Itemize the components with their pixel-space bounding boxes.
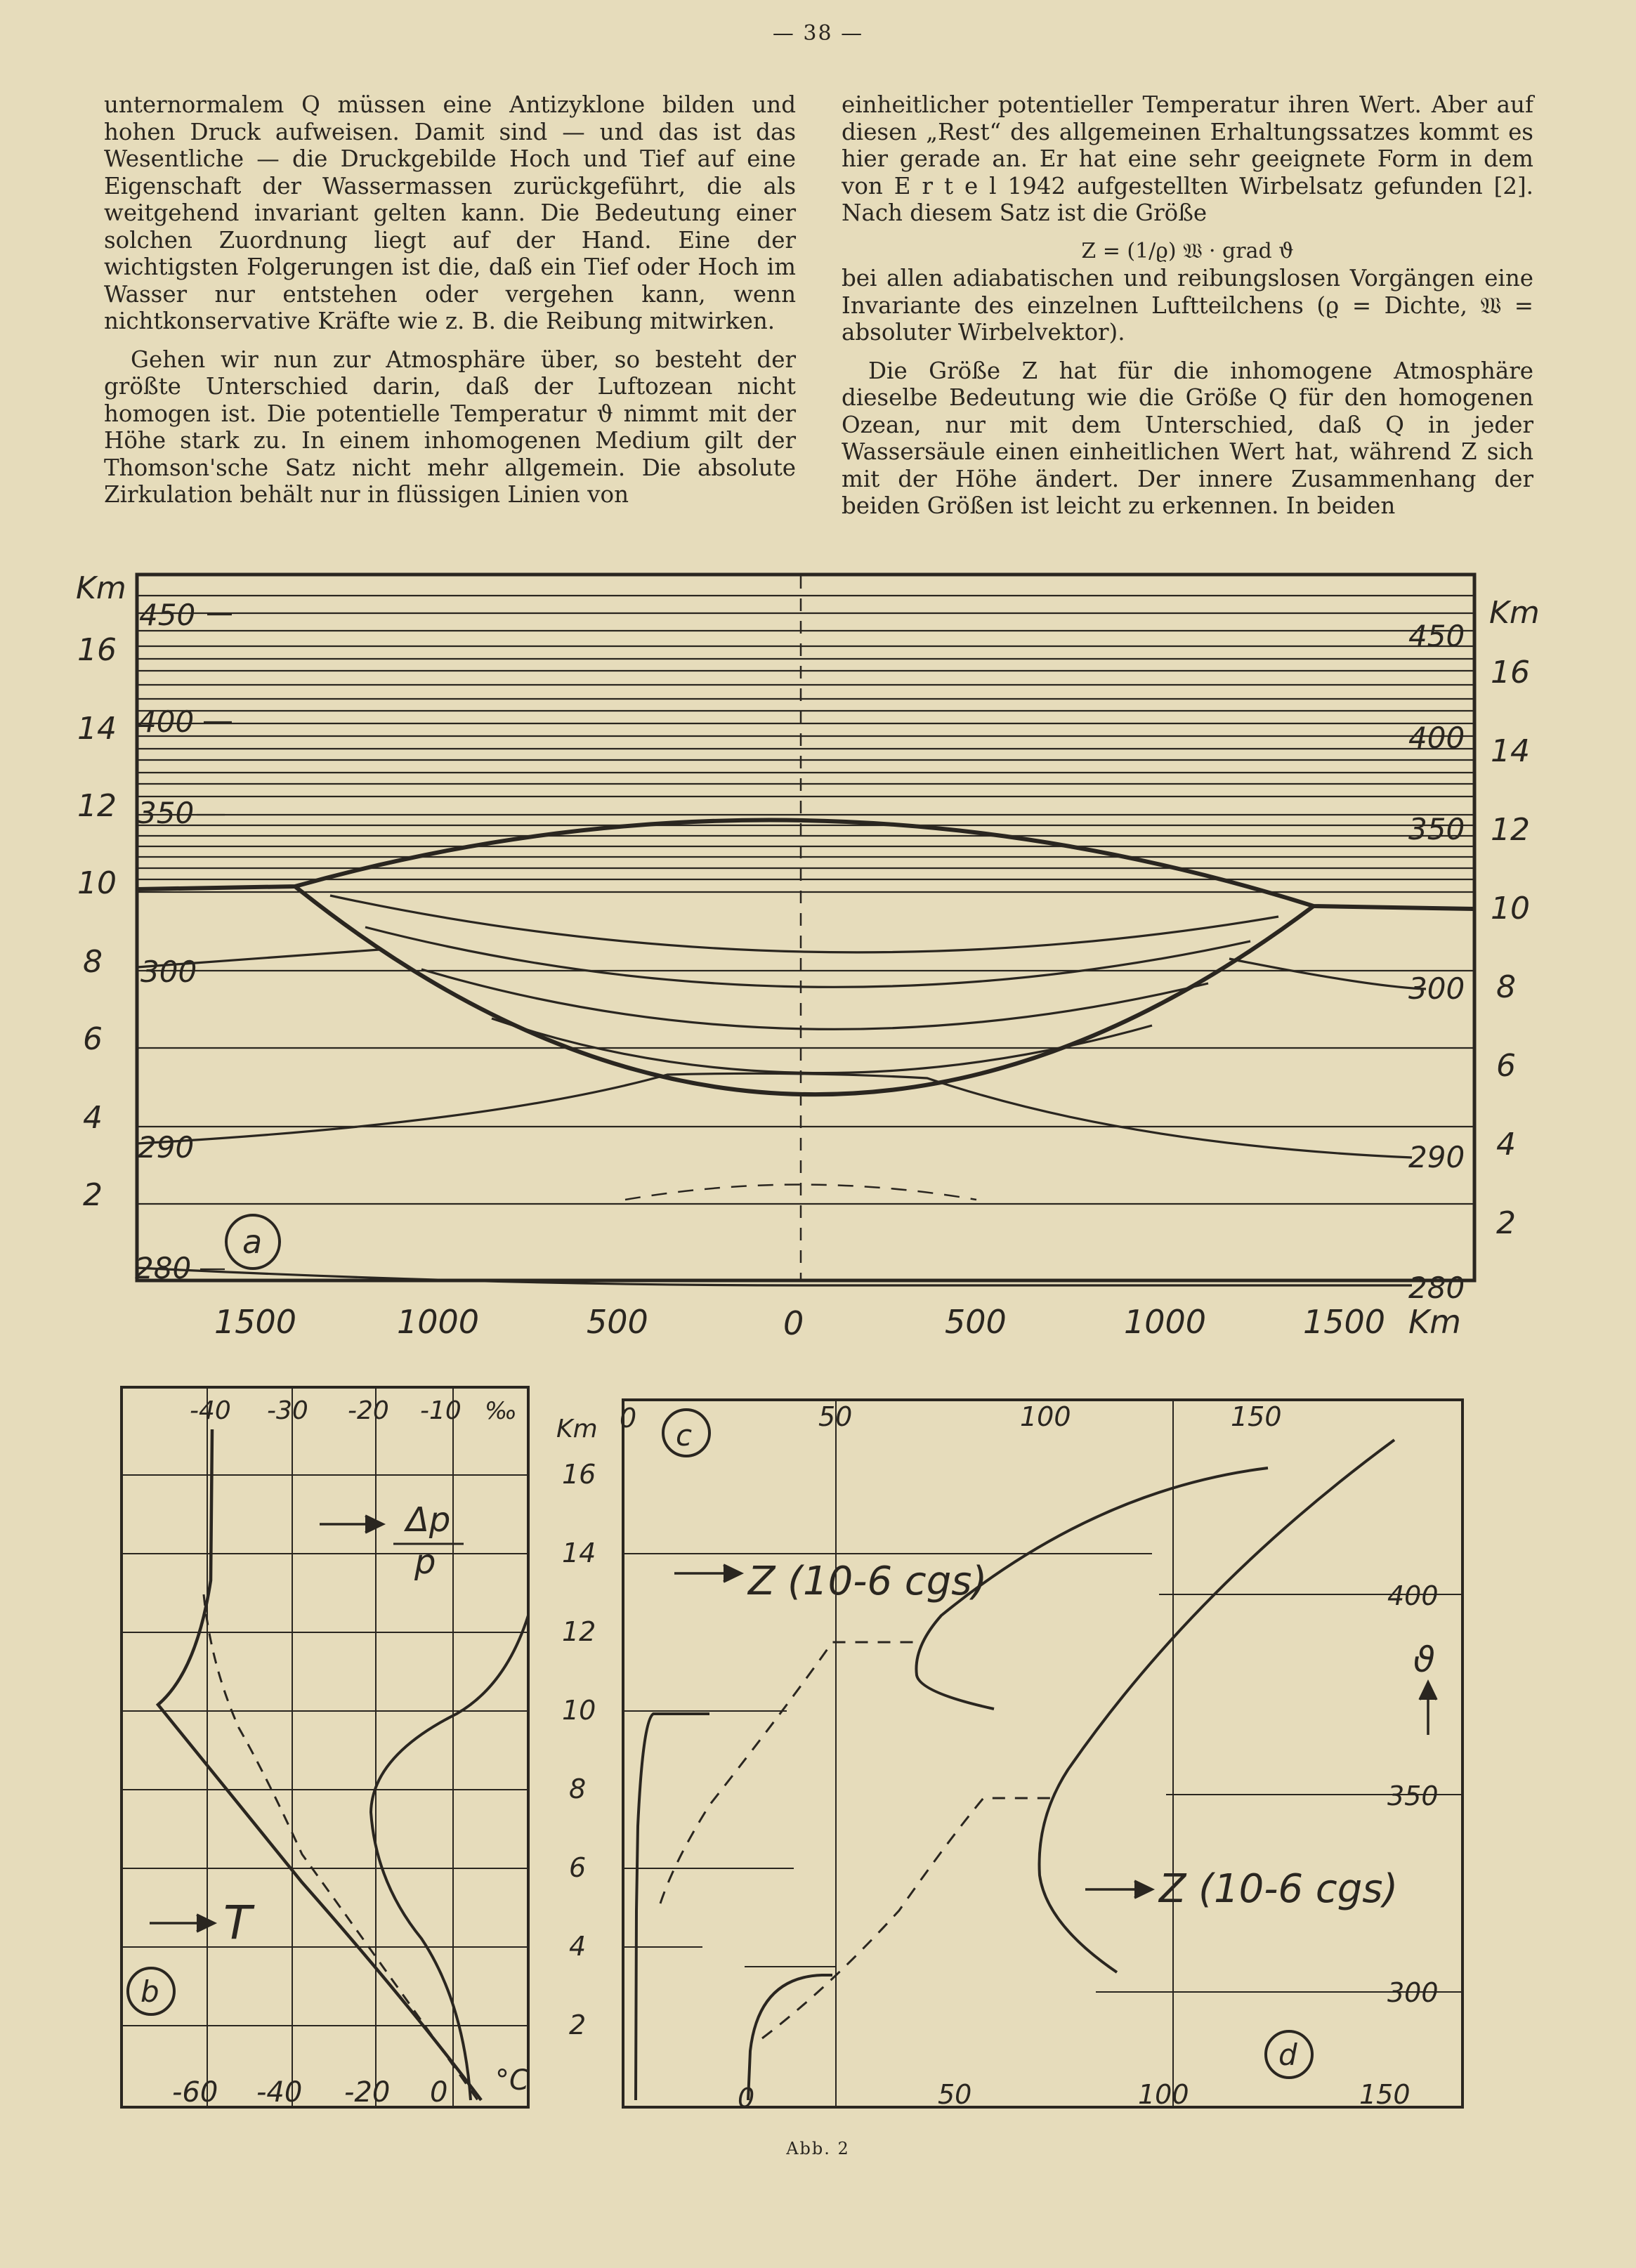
panel-b-bottom-tick-20: -20 xyxy=(344,2076,391,2109)
panel-c-lower-curve xyxy=(748,1975,832,2100)
panel-a-xtick-1000-left: 1000 xyxy=(397,1303,480,1341)
figure-caption: Abb. 2 xyxy=(786,2139,850,2158)
panel-b-permille-unit: ‰ xyxy=(485,1397,517,1425)
panel-d-letter: d xyxy=(1278,2038,1297,2072)
panel-a-ytick-12: 12 xyxy=(77,788,117,824)
panel-d-theta-350: 350 xyxy=(1387,1781,1439,1811)
isentrope-label-300-left: 300 xyxy=(140,955,197,989)
panel-b-ytick-6: 6 xyxy=(569,1852,587,1883)
panel-cd-arrows xyxy=(674,1565,1437,1898)
panel-a-ytick-2: 2 xyxy=(83,1177,103,1213)
panel-d-bottom-tick-50: 50 xyxy=(938,2079,972,2110)
panel-d-bottom-tick-150: 150 xyxy=(1359,2079,1411,2110)
panel-b-ytick-2: 2 xyxy=(569,2010,587,2040)
panel-c-letter: c xyxy=(676,1418,693,1453)
panel-a-ytick-4: 4 xyxy=(83,1100,103,1136)
panel-b-top-tick-40: -40 xyxy=(190,1396,231,1425)
panel-a-xtick-0: 0 xyxy=(783,1304,804,1342)
panel-b-top-tick-10: -10 xyxy=(420,1396,462,1425)
isentrope-label-350-left: 350 xyxy=(138,796,195,830)
panel-b-arrows xyxy=(150,1516,383,1932)
panel-b-ytick-16: 16 xyxy=(562,1459,596,1490)
panel-c-top-tick-0: 0 xyxy=(620,1403,637,1434)
panel-a-letter: a xyxy=(242,1223,263,1261)
panel-b-temperature-dashed xyxy=(204,1594,478,2100)
left-paragraph-1: unternormalem Q müssen eine Antizyklone bilden und hohen Druck aufweisen. Damit sind — und das ist das Wesentliche — die Druckgebilde Hoch und Tief auf eine Eigenschaft der Wassermassen zurückgeführt, die als weitgehend invariant gelten kann. Die Bedeutung einer solchen Zuordnung liegt auf der Hand. Eine der wichtigsten Folgerungen ist die, daß ein Tief oder Hoch im Wasser nur entstehen oder vergehen kann, wenn nichtkonservative Kräfte wie z. B. die Reibung mitwirken. xyxy=(104,91,796,334)
panel-b-celsius-unit: °C xyxy=(495,2064,529,2097)
panel-a-xtick-500-left: 500 xyxy=(587,1303,648,1341)
panel-d-theta-symbol: ϑ xyxy=(1413,1639,1435,1680)
panel-a-ytick-r8: 8 xyxy=(1496,969,1516,1005)
panel-a-ytick-r16: 16 xyxy=(1491,655,1530,690)
panel-b-t-label: T xyxy=(223,1896,252,1950)
panel-a-ytick-r6: 6 xyxy=(1496,1048,1516,1084)
isentrope-label-450-left: 450 xyxy=(139,598,196,632)
panel-cd-grid xyxy=(623,1400,1462,2107)
panel-b-ytick-14: 14 xyxy=(562,1538,596,1568)
panel-b-letter: b xyxy=(140,1974,159,2009)
panel-a-ytick-14: 14 xyxy=(77,711,117,747)
panel-a-ytick-r14: 14 xyxy=(1491,733,1530,769)
panel-b-top-tick-30: -30 xyxy=(267,1396,308,1425)
panel-b-km-label: Km xyxy=(556,1415,598,1443)
panel-a-tropopause xyxy=(137,820,1474,909)
isentrope-label-280-right: 280 xyxy=(1408,1271,1465,1305)
ertel-equation: Z = (1/ϱ) 𝔚 · grad ϑ xyxy=(1081,238,1294,263)
panel-d-theta-400: 400 xyxy=(1387,1580,1439,1611)
panel-cd-frame xyxy=(623,1400,1462,2107)
panel-a-label-leaders xyxy=(197,615,232,1269)
panel-a-frame xyxy=(137,575,1474,1280)
panel-a-ytick-16: 16 xyxy=(77,632,117,668)
right-paragraph-1: einheitlicher potentieller Temperatur ihren Wert. Aber auf diesen „Rest“ des allgemeinen Erhaltungssatzes kommt es hier gerade an. Er hat eine sehr geeignete Form in dem von E r t e l 1942 aufgestellten Wirbelsatz gefunden [2]. Nach diesem Satz ist die Größe xyxy=(842,91,1533,226)
isentrope-label-400-right: 400 xyxy=(1408,721,1465,755)
panel-b-ytick-10: 10 xyxy=(562,1695,596,1726)
panel-d-z-label: Z (10-6 cgs) xyxy=(1159,1866,1399,1912)
panel-b-pressure-curve xyxy=(371,1615,528,2100)
panel-b-ytick-12: 12 xyxy=(562,1616,596,1647)
panel-c-z-curve xyxy=(636,1714,709,2100)
page-number: — 38 — xyxy=(772,21,864,46)
panel-c-dashed xyxy=(660,1642,913,1903)
panel-b-ytick-8: 8 xyxy=(569,1774,587,1804)
panel-a-strat-isentropes xyxy=(137,596,1474,879)
panel-d-bottom-tick-0: 0 xyxy=(738,2083,755,2113)
panel-a-xtick-1500-left: 1500 xyxy=(214,1303,297,1341)
panel-d-theta-300: 300 xyxy=(1387,1977,1439,2008)
panel-d-dashed xyxy=(762,1798,1054,2038)
panel-b-dp-denominator: p xyxy=(414,1542,436,1582)
isentrope-label-350-right: 350 xyxy=(1408,812,1465,846)
panel-a-ytick-6: 6 xyxy=(83,1021,103,1057)
panel-cd xyxy=(623,1400,1462,2107)
panel-b-bottom-tick-0: 0 xyxy=(430,2076,448,2109)
panel-a-km-label-left: Km xyxy=(76,570,126,606)
panel-c-z-label: Z (10-6 cgs) xyxy=(748,1559,988,1604)
panel-a-xtick-1500-right: 1500 xyxy=(1303,1303,1386,1341)
isentrope-label-300-right: 300 xyxy=(1408,971,1465,1006)
panel-a-km-grid xyxy=(137,659,1474,1204)
left-paragraph-2: Gehen wir nun zur Atmosphäre über, so besteht der größte Unterschied darin, daß der Luftozean nicht homogen ist. Die potentielle Temperatur ϑ nimmt mit der Höhe stark zu. In einem inhomogenen Medium gilt der Thomson'sche Satz nicht mehr allgemein. Die absolute Zirkulation behält nur in flüssigen Linien von xyxy=(104,346,796,508)
right-paragraph-2: bei allen adiabatischen und reibungslosen Vorgängen eine Invariante des einzelnen Luftteilchens (ϱ = Dichte, 𝔚 = absoluter Wirbelvektor). xyxy=(842,265,1533,346)
panel-b-bottom-tick-40: -40 xyxy=(256,2076,303,2109)
panel-a-ytick-r10: 10 xyxy=(1491,891,1530,926)
panel-b-frame xyxy=(122,1387,528,2107)
isentrope-label-450-right: 450 xyxy=(1408,619,1465,653)
isentrope-label-400-left: 400 xyxy=(138,704,195,739)
panel-b-dp-numerator: Δp xyxy=(406,1500,451,1540)
panel-b xyxy=(122,1387,528,2107)
isentrope-label-290-left: 290 xyxy=(138,1130,195,1165)
panel-a-xtick-1000-right: 1000 xyxy=(1124,1303,1207,1341)
panel-b-hgrid xyxy=(122,1475,528,2026)
panel-a-trop-isentropes xyxy=(137,896,1426,1285)
panel-b-vgrid xyxy=(207,1387,453,2107)
panel-c-top-tick-150: 150 xyxy=(1231,1401,1282,1432)
panel-a-ytick-r12: 12 xyxy=(1491,812,1530,848)
panel-d-bottom-tick-100: 100 xyxy=(1138,2079,1189,2110)
panel-b-ytick-4: 4 xyxy=(569,1931,587,1962)
panel-c-top-tick-50: 50 xyxy=(818,1401,853,1432)
panel-a-xunit: Km xyxy=(1408,1303,1461,1341)
panel-b-top-tick-20: -20 xyxy=(348,1396,389,1425)
panel-b-bottom-tick-60: -60 xyxy=(172,2076,218,2109)
panel-a xyxy=(137,575,1474,1285)
isentrope-label-290-right: 290 xyxy=(1408,1140,1465,1174)
right-paragraph-3: Die Größe Z hat für die inhomogene Atmosphäre dieselbe Bedeutung wie die Größe Q für den homogenen Ozean, nur mit dem Unterschied, daß Q in jeder Wassersäule einen einheitlichen Wert hat, während Z sich mit der Höhe ändert. Der innere Zusammenhang der beiden Größen ist leicht zu erkennen. In beiden xyxy=(842,357,1533,519)
panel-a-km-label-right: Km xyxy=(1489,595,1540,631)
isentrope-label-280-left: 280 xyxy=(135,1251,192,1285)
panel-a-ytick-r4: 4 xyxy=(1496,1127,1516,1162)
panel-a-ytick-10: 10 xyxy=(77,865,117,901)
panel-a-ytick-8: 8 xyxy=(83,944,103,980)
panel-a-xtick-500-right: 500 xyxy=(945,1303,1007,1341)
panel-c-top-tick-100: 100 xyxy=(1020,1401,1071,1432)
panel-a-ytick-r2: 2 xyxy=(1496,1205,1516,1241)
